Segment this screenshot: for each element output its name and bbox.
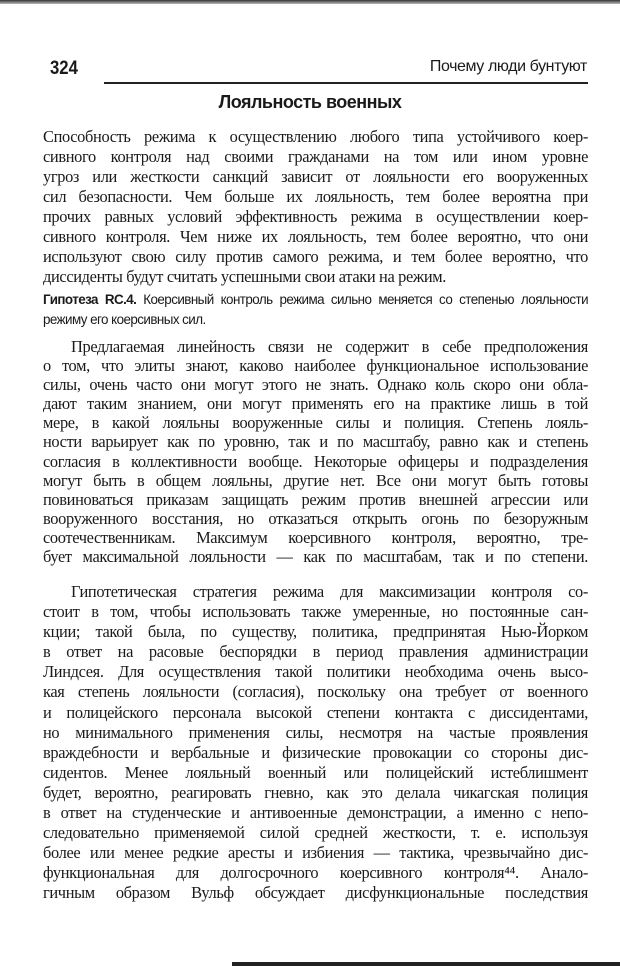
header-rule xyxy=(104,82,588,84)
text-line: Гипотетическая стратегия режима для максимизации контроля со- xyxy=(71,582,588,601)
running-title: Почему люди бунтуют xyxy=(429,58,587,75)
paragraph-2 xyxy=(43,337,588,566)
scan-edge xyxy=(0,0,620,4)
text-line: Предлагаемая линейность связи не содержит в себе предположения xyxy=(71,337,588,356)
text-line: диссиденты будут считать успешными свои атаки на режим. xyxy=(43,267,447,286)
text-line: согласия в коллективности вообще. Некоторые офицеры и подразделения xyxy=(43,451,588,471)
text-line: но минимального применения силы, несмотря на частые проявления xyxy=(43,722,588,742)
hypothesis xyxy=(43,292,588,332)
section-title: Лояльность военных xyxy=(218,92,402,112)
paragraph-3 xyxy=(43,582,588,904)
text-line: Линдсея. Для осуществления такой политики необходима очень высо- xyxy=(43,662,588,682)
text-line: мере, в какой лояльны вооруженные силы и полиция. Степень лояль- xyxy=(43,413,588,433)
text-line: используют свою силу против самого режима, и тем более вероятно, что xyxy=(43,247,588,266)
text-line: повиноваться приказам защищать режим против внешней агрессии или xyxy=(43,489,588,509)
text-line: функциональная для долгосрочного коерсивного контроля⁴⁴. Анало- xyxy=(43,863,588,883)
text-line: бует максимальной лояльности — как по масштабам, так и по степени. xyxy=(43,547,588,567)
text-line: сил безопасности. Чем больше их лояльность, тем более вероятна при xyxy=(43,187,588,206)
hypothesis-text: Коерсивный контроль режима сильно меняется со степенью лояльности xyxy=(136,292,588,307)
text-line: гичным образом Вульф обсуждает дисфункциональные последствия xyxy=(43,883,588,903)
text-line: о том, что элиты знают, каково наиболее функциональное использование xyxy=(43,356,588,376)
text-line: более или менее редкие аресты и избиения — тактика, чрезвычайно дис- xyxy=(43,843,588,863)
text-line: кая степень лояльности (согласия), поскольку она требует от военного xyxy=(43,682,588,702)
text-line: соотечественникам. Максимум коерсивного контроля, вероятно, тре- xyxy=(43,527,588,547)
text-line: сидентов. Менее лояльный военный или полицейский истеблишмент xyxy=(43,762,588,782)
text-line: в ответ на студенческие и антивоенные демонстрации, а именно с непо- xyxy=(43,803,588,823)
text-line: могут быть в общем лояльны, другие нет. Все они могут быть готовы xyxy=(43,470,588,490)
text-line: стоит в том, чтобы использовать также умеренные, но постоянные сан- xyxy=(43,602,588,622)
scan-bottom-edge xyxy=(232,962,620,966)
paragraph-1 xyxy=(43,127,588,287)
text-line: Способность режима к осуществлению любого типа устойчивого коер- xyxy=(43,127,588,146)
hypothesis-text: режиму его коерсивных сил. xyxy=(43,312,206,327)
hypothesis-label: Гипотеза RC.4. xyxy=(43,292,137,307)
text-line: дают таким знанием, они могут применять его на практике лишь в той xyxy=(43,394,588,414)
text-line: и полицейского персонала высокой степени контакта с диссидентами, xyxy=(43,702,588,722)
text-line: в ответ на расовые беспорядки в период правления администрации xyxy=(43,642,588,662)
text-line: ности варьирует как по уровню, так и по масштабу, равно как и степень xyxy=(43,432,588,452)
page-number: 324 xyxy=(50,58,78,79)
text-line: сивного контроля над своими гражданами на том или ином уровне xyxy=(43,147,588,166)
text-line: прочих равных условий эффективность режима в осуществлении коер- xyxy=(43,207,588,226)
text-line: силы, очень часто они могут этого не знать. Однако коль скоро они обла- xyxy=(43,375,588,395)
text-line: кции; такой была, по существу, политика, предпринятая Нью-Йорком xyxy=(43,622,588,642)
text-line: угроз или жесткости санкций зависит от лояльности его вооруженных xyxy=(43,167,588,186)
text-line: враждебности и вербальные и физические провокации со стороны дис- xyxy=(43,742,588,762)
text-line: сивного контроля. Чем ниже их лояльность, тем более вероятно, что они xyxy=(43,227,588,246)
text-line: вооруженного восстания, но отказаться открыть огонь по безоружным xyxy=(43,508,588,528)
text-line: следовательно применяемой силой средней жесткости, т. е. используя xyxy=(43,823,588,843)
text-line: будет, вероятно, реагировать гневно, как это делала чикагская полиция xyxy=(43,782,588,802)
